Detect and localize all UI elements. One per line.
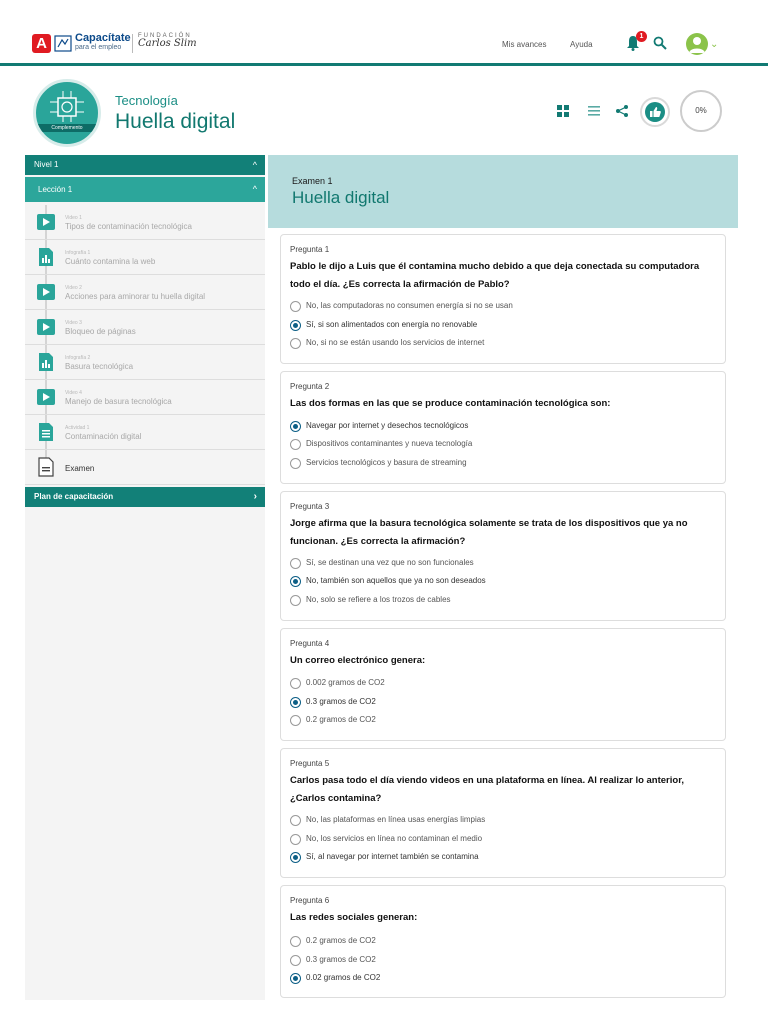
- radio-button-selected[interactable]: [290, 576, 301, 587]
- option-label: 0.2 gramos de CO2: [306, 936, 376, 945]
- item-name: Manejo de basura tecnológica: [65, 397, 172, 406]
- circuit-fingerprint-icon: [36, 82, 98, 144]
- question-number: Pregunta 1: [290, 245, 330, 254]
- sidebar-plan-capacitacion[interactable]: [25, 487, 265, 507]
- chevron-right-icon: ›: [253, 491, 257, 502]
- item-kind: Infografía 1: [65, 250, 91, 256]
- question-number: Pregunta 5: [290, 759, 330, 768]
- nav-mis-avances[interactable]: Mis avances: [502, 40, 547, 49]
- radio-button[interactable]: [290, 955, 301, 966]
- lesson-label: Lección 1: [38, 185, 73, 194]
- question-card-3: [280, 491, 726, 621]
- item-kind: Video 4: [65, 390, 82, 396]
- item-name: Tipos de contaminación tecnológica: [65, 222, 192, 231]
- plan-label: Plan de capacitación: [34, 492, 114, 501]
- option-label: Servicios tecnológicos y basura de streaming: [306, 458, 467, 467]
- radio-button[interactable]: [290, 458, 301, 469]
- capacitate-brand[interactable]: [75, 33, 131, 51]
- item-name: Bloqueo de páginas: [65, 327, 136, 336]
- question-card-6: [280, 885, 726, 998]
- foundation-top: FUNDACIÓN: [138, 33, 192, 39]
- exam-icon: [36, 457, 56, 477]
- list-icon[interactable]: [587, 104, 601, 118]
- option-label: Sí, al navegar por internet también se contamina: [306, 852, 479, 861]
- option-label: No, los servicios en línea no contaminan el medio: [306, 834, 483, 843]
- infographic-icon: [36, 352, 56, 372]
- option-label: Sí, si son alimentados con energía no renovable: [306, 320, 478, 329]
- course-badge: [33, 79, 101, 147]
- layout-icon[interactable]: [556, 104, 570, 118]
- question-number: Pregunta 2: [290, 382, 330, 391]
- brand-subtitle: para el empleo: [75, 44, 122, 51]
- brand-title: Capacítate: [75, 32, 131, 44]
- item-kind: Video 1: [65, 215, 82, 221]
- option-label: Navegar por internet y desechos tecnológicos: [306, 421, 469, 430]
- question-number: Pregunta 6: [290, 896, 330, 905]
- video-icon: [36, 387, 56, 407]
- course-category: Tecnología: [115, 93, 178, 108]
- option-label: 0.2 gramos de CO2: [306, 715, 376, 724]
- item-kind: Actividad 1: [65, 425, 90, 431]
- item-name: Basura tecnológica: [65, 362, 134, 371]
- option-label: Sí, se destinan una vez que no son funcionales: [306, 558, 474, 567]
- sidebar-item-infografia-2[interactable]: [25, 345, 265, 380]
- chevron-up-icon: ^: [252, 184, 257, 194]
- radio-button[interactable]: [290, 338, 301, 349]
- question-number: Pregunta 3: [290, 502, 330, 511]
- video-icon: [36, 317, 56, 337]
- question-text: Las dos formas en las que se produce contaminación tecnológica son:: [290, 398, 611, 409]
- user-icon: [686, 33, 708, 55]
- question-card-5: [280, 748, 726, 878]
- infographic-icon: [36, 247, 56, 267]
- sidebar-item-video-3[interactable]: [25, 310, 265, 345]
- question-text: Un correo electrónico genera:: [290, 655, 426, 666]
- course-title: Huella digital: [115, 110, 236, 133]
- radio-button-selected[interactable]: [290, 973, 301, 984]
- chevron-down-icon[interactable]: ⌄: [710, 39, 719, 50]
- radio-button[interactable]: [290, 301, 301, 312]
- option-label: No, las plataformas en línea usas energías limpias: [306, 815, 486, 824]
- level-label: Nivel 1: [34, 160, 59, 169]
- radio-button[interactable]: [290, 595, 301, 606]
- like-button[interactable]: [640, 97, 670, 127]
- exam-label: Examen 1: [292, 176, 333, 186]
- nav-ayuda[interactable]: Ayuda: [570, 40, 593, 49]
- option-label: 0.3 gramos de CO2: [306, 955, 376, 964]
- radio-button[interactable]: [290, 558, 301, 569]
- question-card-1: [280, 234, 726, 364]
- question-text: Carlos pasa todo el día viendo videos en una plataforma en línea. Al realizar lo anterior, ¿Carlos contamina?: [290, 775, 685, 804]
- aprende-logo[interactable]: A: [32, 34, 51, 53]
- item-kind: Infografía 2: [65, 355, 91, 361]
- item-kind: Video 3: [65, 320, 82, 326]
- sidebar-item-infografia-1[interactable]: [25, 240, 265, 275]
- radio-button[interactable]: [290, 715, 301, 726]
- radio-button[interactable]: [290, 678, 301, 689]
- item-name: Cuánto contamina la web: [65, 257, 156, 266]
- user-avatar[interactable]: [686, 33, 708, 55]
- radio-button[interactable]: [290, 815, 301, 826]
- chevron-up-icon: ^: [252, 160, 257, 170]
- radio-button-selected[interactable]: [290, 421, 301, 432]
- sidebar-lesson-header[interactable]: [25, 177, 265, 202]
- radio-button[interactable]: [290, 936, 301, 947]
- video-icon: [36, 212, 56, 232]
- question-card-4: [280, 628, 726, 741]
- thumbs-up-icon: [645, 102, 665, 122]
- badge-label: Complemento: [36, 124, 98, 132]
- sidebar-item-video-2[interactable]: [25, 275, 265, 310]
- question-text: Pablo le dijo a Luis que él contamina mucho debido a que deja conectada su computadora todo el día. ¿Es correcta la afirmación de Pablo?: [290, 261, 700, 290]
- option-label: Dispositivos contaminantes y nueva tecnología: [306, 439, 473, 448]
- fundacion-logo: [138, 33, 197, 49]
- sidebar-item-actividad-1[interactable]: [25, 415, 265, 450]
- option-label: 0.02 gramos de CO2: [306, 973, 381, 982]
- activity-icon: [36, 422, 56, 442]
- foundation-name: Carlos Slim: [138, 38, 197, 49]
- sidebar-item-video-1[interactable]: [25, 205, 265, 240]
- search-icon[interactable]: [653, 36, 667, 50]
- share-icon[interactable]: [615, 104, 629, 118]
- notification-badge: 1: [636, 31, 647, 42]
- option-label: No, si no se están usando los servicios de internet: [306, 338, 485, 347]
- radio-button[interactable]: [290, 834, 301, 845]
- item-name: Examen: [65, 464, 95, 473]
- sidebar-item-video-4[interactable]: [25, 380, 265, 415]
- progress-indicator: 0%: [680, 90, 722, 132]
- radio-button[interactable]: [290, 439, 301, 450]
- option-label: No, las computadoras no consumen energía si no se usan: [306, 301, 513, 310]
- item-name: Acciones para aminorar tu huella digital: [65, 292, 206, 301]
- sidebar-item-examen[interactable]: [25, 450, 265, 485]
- radio-button-selected[interactable]: [290, 852, 301, 863]
- capacitate-logo-icon: [54, 34, 72, 53]
- question-text: Las redes sociales generan:: [290, 912, 418, 923]
- radio-button-selected[interactable]: [290, 697, 301, 708]
- sidebar-level-header[interactable]: [25, 155, 265, 175]
- option-label: 0.3 gramos de CO2: [306, 697, 376, 706]
- video-icon: [36, 282, 56, 302]
- option-label: 0.002 gramos de CO2: [306, 678, 385, 687]
- question-number: Pregunta 4: [290, 639, 330, 648]
- option-label: No, también son aquellos que ya no son deseados: [306, 576, 486, 585]
- brand-divider: [132, 34, 133, 53]
- exam-title: Huella digital: [292, 188, 390, 207]
- question-card-2: [280, 371, 726, 484]
- radio-button-selected[interactable]: [290, 320, 301, 331]
- item-kind: Video 2: [65, 285, 82, 291]
- question-text: Jorge afirma que la basura tecnológica solamente se trata de los dispositivos que ya no funcionan. ¿Es correcta la afirmación?: [290, 518, 688, 547]
- item-name: Contaminación digital: [65, 432, 142, 441]
- option-label: No, solo se refiere a los trozos de cables: [306, 595, 451, 604]
